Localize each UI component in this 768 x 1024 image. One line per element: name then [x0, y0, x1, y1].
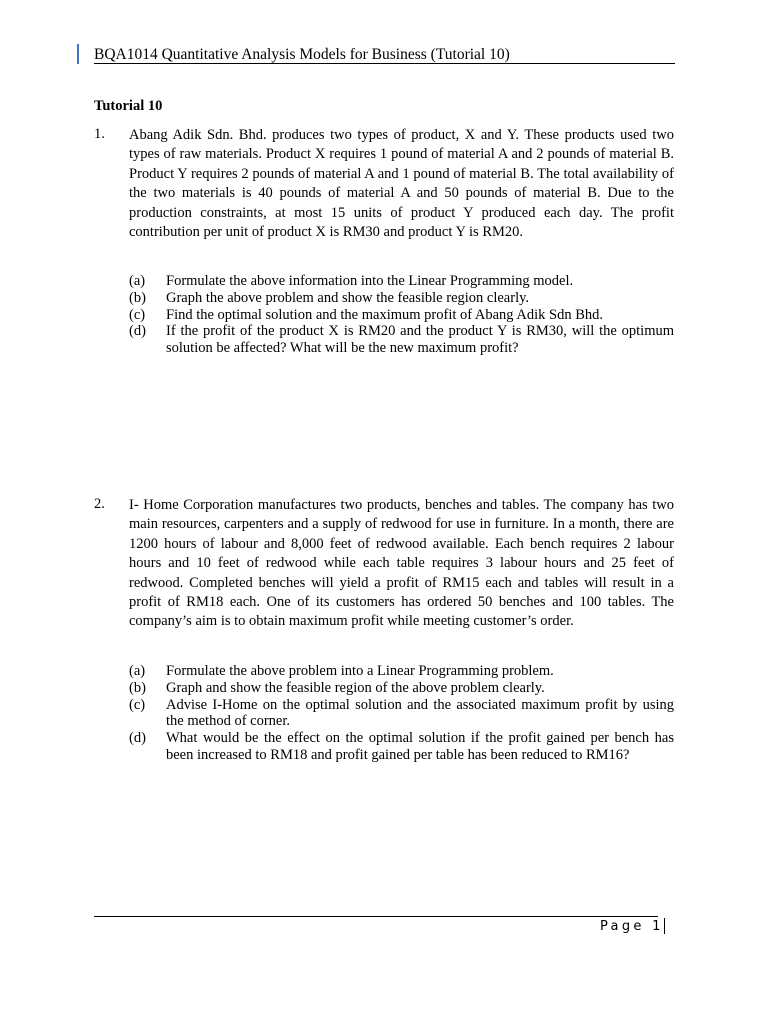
question-number: 2. — [94, 496, 105, 512]
part-text: If the profit of the product X is RM20 and the product Y is RM30, will the optimum solution be affected? What will be the new maximum profit? — [166, 323, 674, 357]
header-divider — [94, 63, 675, 64]
header-accent-bar — [77, 44, 79, 64]
part-label: (d) — [129, 730, 146, 747]
part-text: What would be the effect on the optimal solution if the profit gained per bench has been increased to RM18 and profit gained per table has been reduced to RM16? — [166, 730, 674, 763]
question-part — [129, 680, 674, 697]
question-parts-list — [129, 663, 674, 764]
part-label: (b) — [129, 679, 146, 696]
question-part — [129, 307, 674, 324]
part-label: (a) — [129, 663, 146, 679]
part-text: Formulate the above problem into a Linear Programming problem. — [166, 663, 554, 679]
question-text: I- Home Corporation manufactures two products, benches and tables. The company has two main resources, carpenters and a supply of redwood for use in furniture. In a month, there are 1200 hours of labour and 8,000 feet of redwood available. Each bench requires 2 labour hours and 10 feet of redwood while each table requires 3 labour hours and 25 feet of redwood. Completed benches will yield a profit of RM15 each and tables will result in a profit of RM18 each. One of its customers has ordered 50 benches and 100 tables. The company’s aim is to obtain maximum profit while meeting customer’s order. — [129, 497, 674, 630]
part-text: Formulate the above information into the Linear Programming model. — [166, 273, 574, 289]
header-title: BQA1014 Quantitative Analysis Models for Business (Tutorial 10) — [94, 46, 510, 63]
part-text: Advise I-Home on the optimal solution and the associated maximum profit by using the method of corner. — [166, 696, 674, 730]
question-part — [129, 323, 674, 357]
page-number-bar — [664, 918, 665, 934]
question-part — [129, 663, 674, 680]
footer-divider — [94, 916, 658, 917]
question-text: Abang Adik Sdn. Bhd. produces two types of product, X and Y. These products used two types of raw materials. Product X requires 1 pound of material A and 2 pounds of material B. Product Y requires 2 pounds of material A and 1 pound of material B. The total availability of the two materials is 40 pounds of material A and 50 pounds of material B. Due to the production constraints, at most 15 units of product Y produced each day. The profit contribution per unit of product X is RM30 and product Y is RM20. — [129, 127, 674, 241]
part-label: (a) — [129, 273, 146, 289]
question-part — [129, 273, 674, 290]
question-parts-list — [129, 273, 674, 357]
part-text: Find the optimal solution and the maximum profit of Abang Adik Sdn Bhd. — [166, 306, 603, 323]
part-label: (d) — [129, 323, 146, 340]
part-label: (c) — [129, 306, 146, 323]
document-title: Tutorial 10 — [94, 98, 163, 114]
part-label: (c) — [129, 696, 146, 713]
question-number: 1. — [94, 126, 105, 142]
question-part — [129, 697, 674, 731]
part-text: Graph the above problem and show the feasible region clearly. — [166, 289, 530, 306]
question-part — [129, 290, 674, 307]
part-label: (b) — [129, 289, 146, 306]
page-number: Page 1 — [600, 919, 664, 934]
question-part — [129, 730, 674, 764]
part-text: Graph and show the feasible region of the above problem clearly. — [166, 679, 545, 696]
